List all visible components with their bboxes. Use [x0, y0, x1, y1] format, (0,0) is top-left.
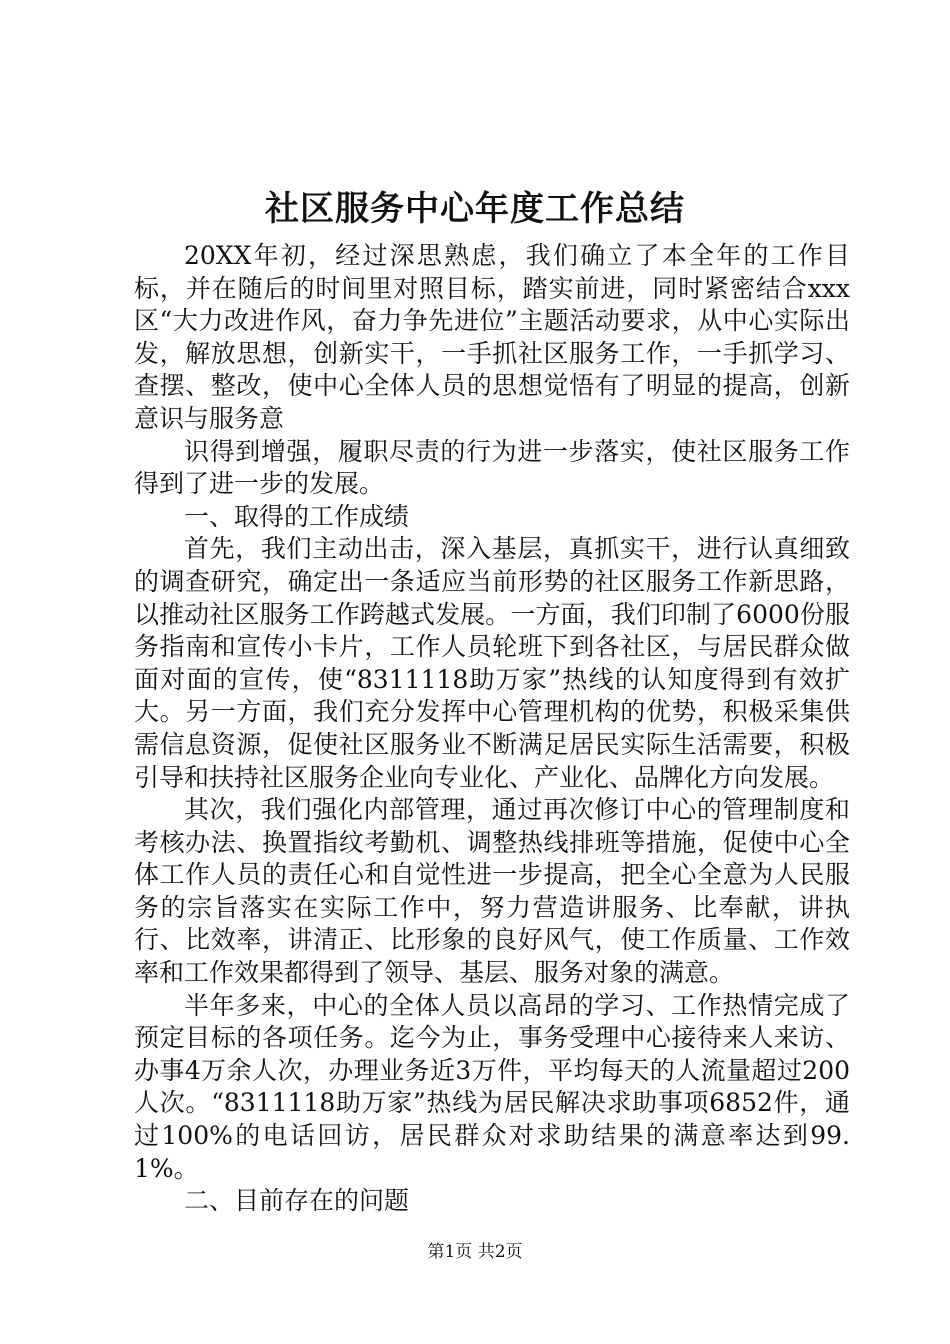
- section-heading-achievements: 一、取得的工作成绩: [184, 501, 410, 531]
- page-footer: 第1页 共2页: [427, 1242, 523, 1262]
- section-heading-problems: 二、目前存在的问题: [184, 1186, 410, 1216]
- paragraph-intro: 20XX年初，经过深思熟虑，我们确立了本全年的工作目标，并在随后的时间里对照目标，踏实前进，同时紧密结合xxx区“大力改进作风，奋力争先进位”主题活动要求，从中心实际出发，解放思想，创新实干，一手抓社区服务工作，一手抓学习、查摆、整改，使中心全体人员的思想觉悟有了明显的提高，创新意识与服务意: [134, 241, 850, 433]
- document-title: 社区服务中心年度工作总结: [265, 189, 685, 229]
- document-body: [134, 240, 850, 1218]
- paragraph-results: 半年多来，中心的全体人员以高昂的学习、工作热情完成了预定目标的各项任务。迄今为止，事务受理中心接待来人来访、办事4万余人次，办理业务近3万件，平均每天的人流量超过200人次。“8311118助万家”热线为居民解决求助事项6852件，通过100%的电话回访，居民群众对求助结果的满意率达到99.1%。: [134, 990, 850, 1183]
- paragraph-first: 首先，我们主动出击，深入基层，真抓实干，进行认真细致的调查研究，确定出一条适应当前形势的社区服务工作新思路，以推动社区服务工作跨越式发展。一方面，我们印制了6000份服务指南和宣传小卡片，工作人员轮班下到各社区，与居民群众做面对面的宣传，使“8311118助万家”热线的认知度得到有效扩大。另一方面，我们充分发挥中心管理机构的优势，积极采集供需信息资源，促使社区服务业不断满足居民实际生活需要，积极引导和扶持社区服务企业向专业化、产业化、品牌化方向发展。: [134, 534, 850, 792]
- paragraph-intro-continued: 识得到增强，履职尽责的行为进一步落实，使社区服务工作得到了进一步的发展。: [134, 436, 850, 499]
- paragraph-second: 其次，我们强化内部管理，通过再次修订中心的管理制度和考核办法、换置指纹考勤机、调整热线排班等措施，促使中心全体工作人员的责任心和自觉性进一步提高，把全心全意为人民服务的宗旨落实在实际工作中，努力营造讲服务、比奉献，讲执行、比效率，讲清正、比形象的良好风气，使工作质量、工作效率和工作效果都得到了领导、基层、服务对象的满意。: [134, 795, 850, 988]
